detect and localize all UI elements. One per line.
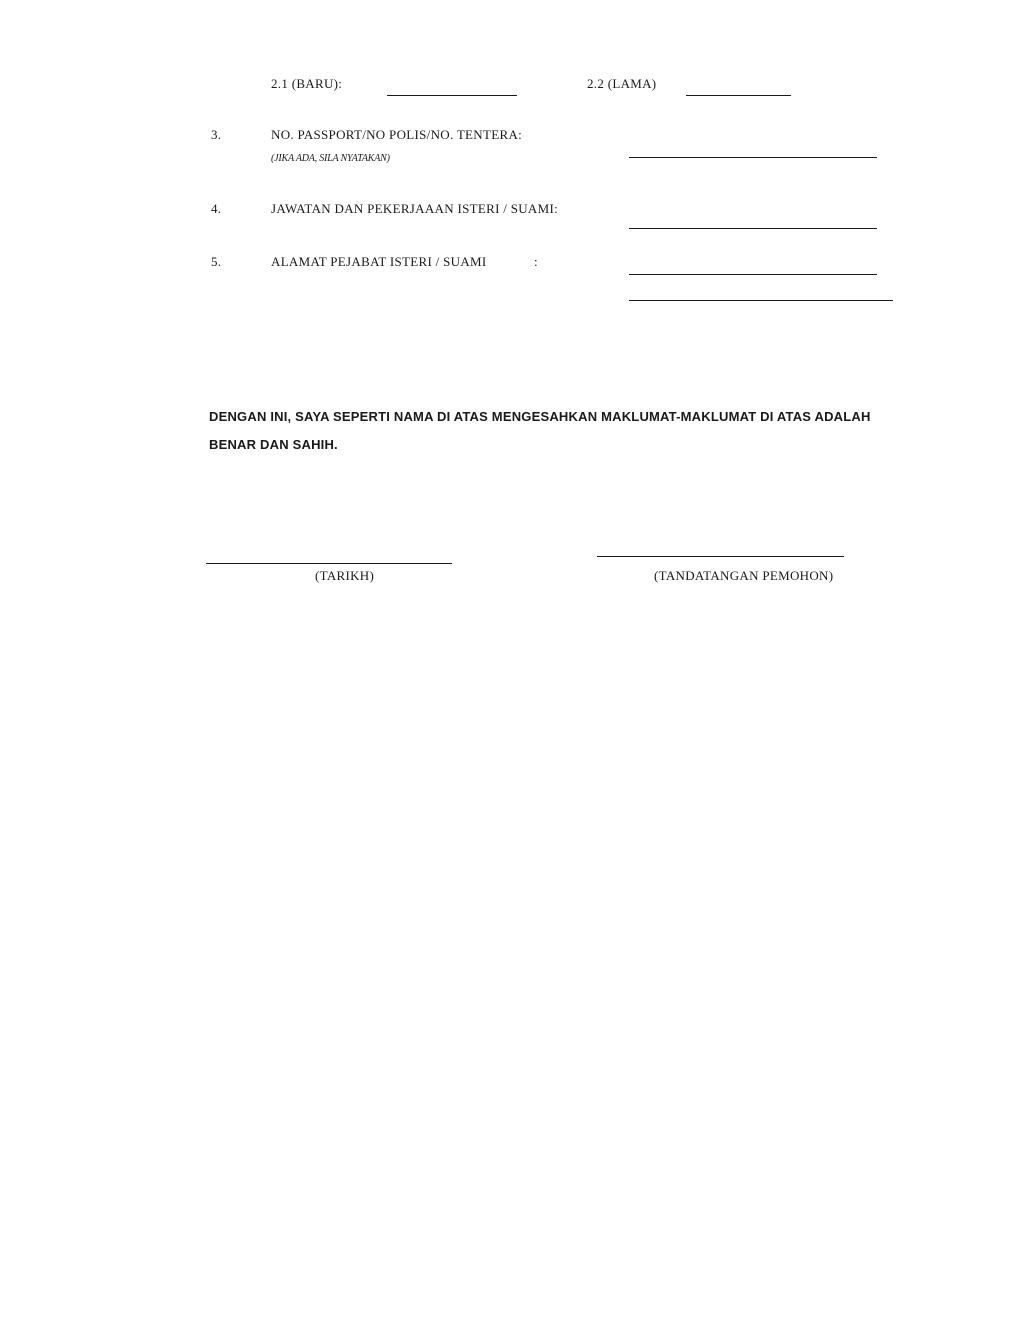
passport-field-line[interactable] [629, 157, 877, 158]
office-address-line-2[interactable] [629, 300, 893, 301]
date-signature-line[interactable] [206, 563, 452, 564]
baru-field-line[interactable] [387, 95, 517, 96]
baru-label: 2.1 (BARU): [271, 76, 343, 91]
lama-field-line[interactable] [686, 95, 791, 96]
item5-colon: : [534, 254, 538, 269]
lama-label: 2.2 (LAMA) [587, 76, 657, 91]
item5-number: 5. [211, 254, 222, 269]
item3-label: NO. PASSPORT/NO POLIS/NO. TENTERA: [271, 127, 523, 142]
item3-note: (JIKA ADA, SILA NYATAKAN) [271, 153, 390, 164]
declaration-line-1: DENGAN INI, SAYA SEPERTI NAMA DI ATAS MENGESAHKAN MAKLUMAT-MAKLUMAT DI ATAS ADALAH [209, 409, 871, 424]
date-label: (TARIKH) [315, 568, 375, 583]
item4-label: JAWATAN DAN PEKERJAAAN ISTERI / SUAMI: [271, 201, 559, 216]
office-address-line-1[interactable] [629, 274, 877, 275]
item4-number: 4. [211, 201, 222, 216]
applicant-signature-line[interactable] [597, 556, 844, 557]
item5-label: ALAMAT PEJABAT ISTERI / SUAMI [271, 254, 487, 269]
occupation-field-line[interactable] [629, 228, 877, 229]
applicant-signature-label: (TANDATANGAN PEMOHON) [654, 568, 834, 583]
declaration-line-2: BENAR DAN SAHIH. [209, 437, 338, 452]
item3-number: 3. [211, 127, 222, 142]
